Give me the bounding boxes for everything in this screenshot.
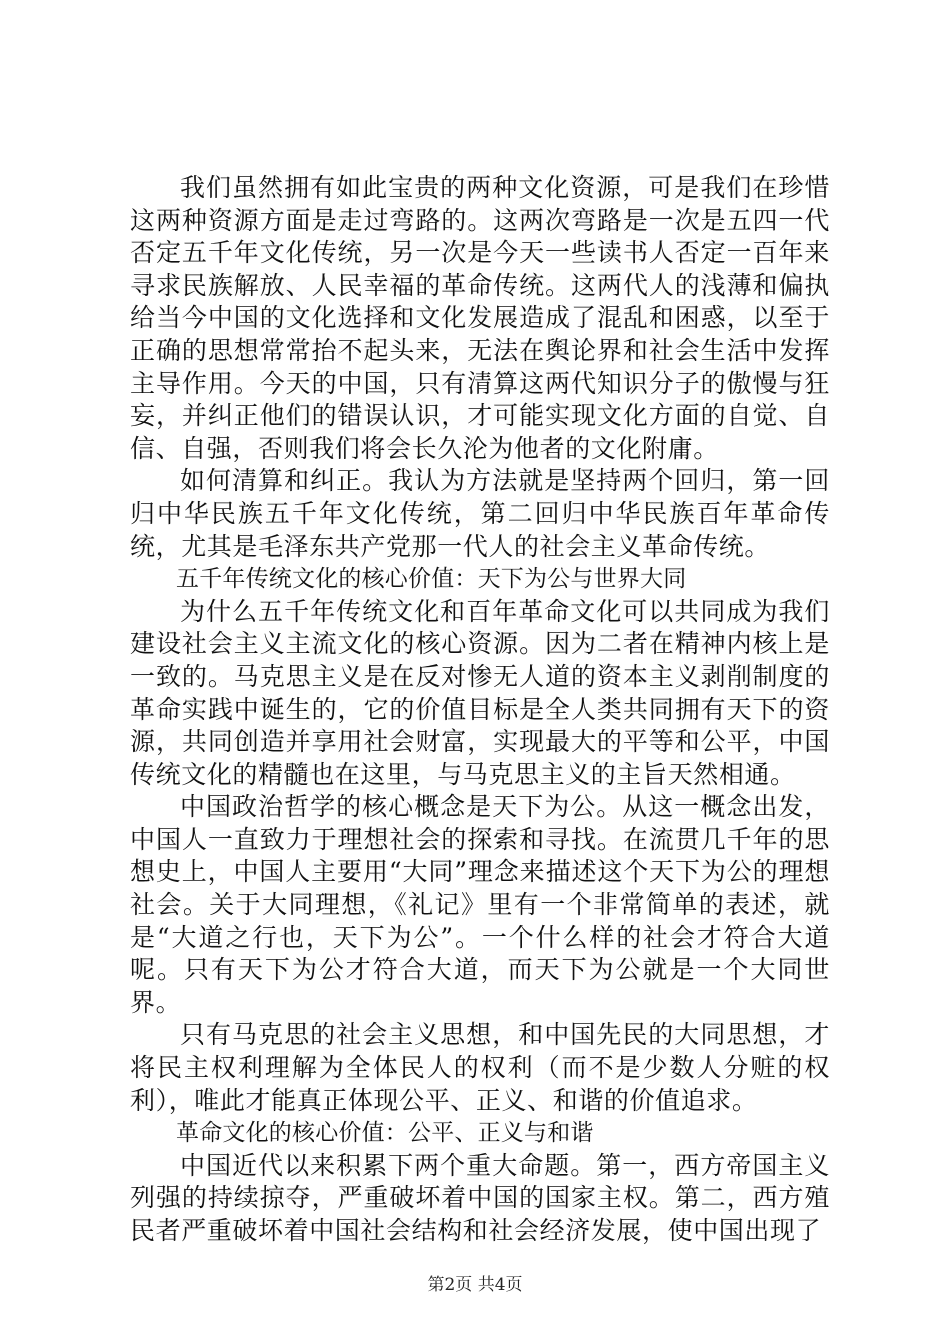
paragraph: 只有马克思的社会主义思想，和中国先民的大同思想，才将民主权利理解为全体民人的权利（而不是少数人分赃的权利），唯此才能真正体现公平、正义、和谐的价值追求。: [130, 1020, 830, 1115]
paragraph: 如何清算和纠正。我认为方法就是坚持两个回归，第一回归中华民族五千年文化传统，第二回归中华民族百年革命传统，尤其是毛泽东共产党那一代人的社会主义革命传统。: [130, 466, 830, 561]
document-body: [130, 172, 830, 1248]
section-heading: 五千年传统文化的核心价值：天下为公与世界大同: [176, 566, 687, 593]
page-number-label: 第2页 共4页: [427, 1275, 523, 1295]
paragraph: 中国政治哲学的核心概念是天下为公。从这一概念出发，中国人一直致力于理想社会的探索和寻找。在流贯几千年的思想史上，中国人主要用“大同”理念来描述这个天下为公的理想社会。关于大同理想，《礼记》里有一个非常简单的表述，就是“大道之行也，天下为公”。一个什么样的社会才符合大道呢。只有天下为公才符合大道，而天下为公就是一个大同世界。: [130, 792, 830, 1017]
paragraph: 为什么五千年传统文化和百年革命文化可以共同成为我们建设社会主义主流文化的核心资源。因为二者在精神内核上是一致的。马克思主义是在反对惨无人道的资本主义剥削制度的革命实践中诞生的，它的价值目标是全人类共同拥有天下的资源，共同创造并享用社会财富，实现最大的平等和公平，中国传统文化的精髓也在这里，与马克思主义的主旨天然相通。: [130, 596, 830, 789]
paragraph: 中国近代以来积累下两个重大命题。第一，西方帝国主义列强的持续掠夺，严重破坏着中国的国家主权。第二，西方殖民者严重破坏着中国社会结构和社会经济发展，使中国出现了: [130, 1150, 830, 1245]
section-heading: 革命文化的核心价值：公平、正义与和谐: [176, 1120, 594, 1147]
paragraph: 我们虽然拥有如此宝贵的两种文化资源，可是我们在珍惜这两种资源方面是走过弯路的。这两次弯路是一次是五四一代否定五千年文化传统，另一次是今天一些读书人否定一百年来寻求民族解放、人民幸福的革命传统。这两代人的浅薄和偏执给当今中国的文化选择和文化发展造成了混乱和困惑，以至于正确的思想常常抬不起头来，无法在舆论界和社会生活中发挥主导作用。今天的中国，只有清算这两代知识分子的傲慢与狂妄，并纠正他们的错误认识，才可能实现文化方面的自觉、自信、自强，否则我们将会长久沦为他者的文化附庸。: [130, 173, 830, 463]
page-footer: [0, 1270, 950, 1295]
